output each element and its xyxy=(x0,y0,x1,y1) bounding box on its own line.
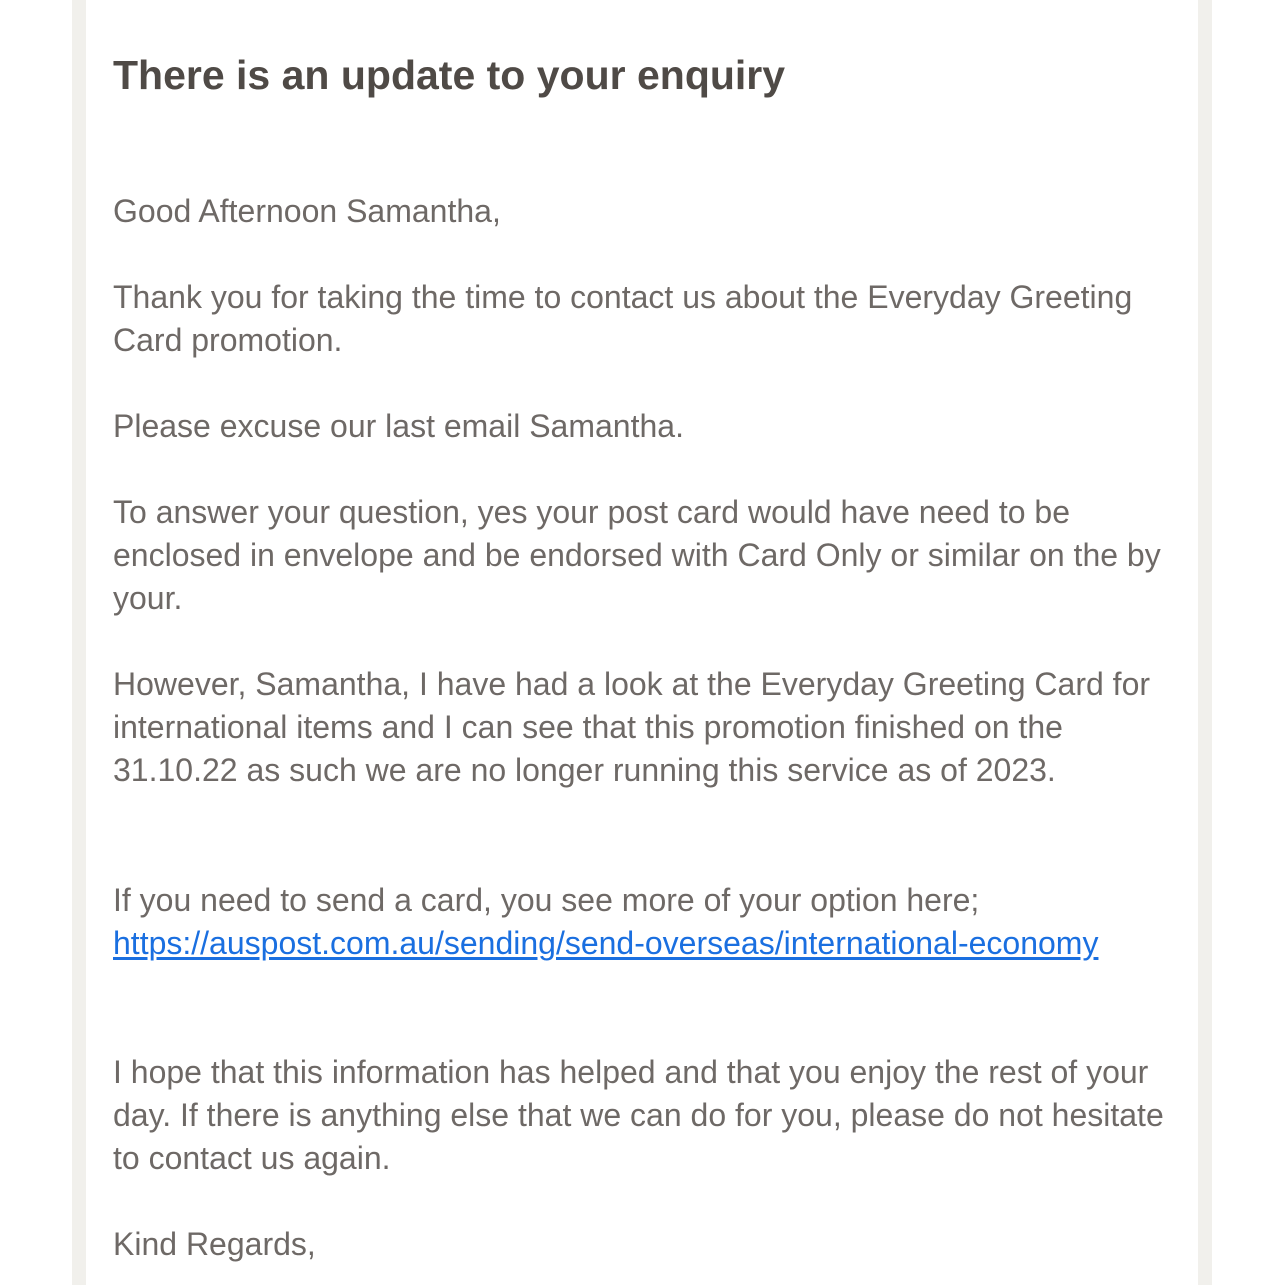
thanks-paragraph: Thank you for taking the time to contact us about the Everyday Greeting Card promotion. xyxy=(113,279,1133,358)
email-title: There is an update to your enquiry xyxy=(113,52,786,98)
email-card xyxy=(86,0,1198,1285)
signoff-text: Kind Regards, xyxy=(113,1226,316,1262)
hope-paragraph: I hope that this information has helped and that you enjoy the rest of your day. If there is anything else that we can do for you, please do not hesitate to contact us again. xyxy=(113,1054,1164,1176)
options-text: If you need to send a card, you see more of your option here; xyxy=(113,882,980,918)
excuse-paragraph: Please excuse our last email Samantha. xyxy=(113,408,684,444)
right-gutter xyxy=(1198,0,1212,1285)
greeting-text: Good Afternoon Samantha, xyxy=(113,193,501,229)
options-paragraph xyxy=(113,879,1183,965)
however-paragraph: However, Samantha, I have had a look at the Everyday Greeting Card for international items and I can see that this promotion finished on the 31.10.22 as such we are no longer running this service as of 2023. xyxy=(113,666,1151,788)
international-economy-link[interactable]: https://auspost.com.au/sending/send-overseas/international-economy xyxy=(113,925,1099,961)
left-gutter xyxy=(72,0,86,1285)
answer-paragraph: To answer your question, yes your post card would have need to be enclosed in envelope and be endorsed with Card Only or similar on the by your. xyxy=(113,494,1161,616)
